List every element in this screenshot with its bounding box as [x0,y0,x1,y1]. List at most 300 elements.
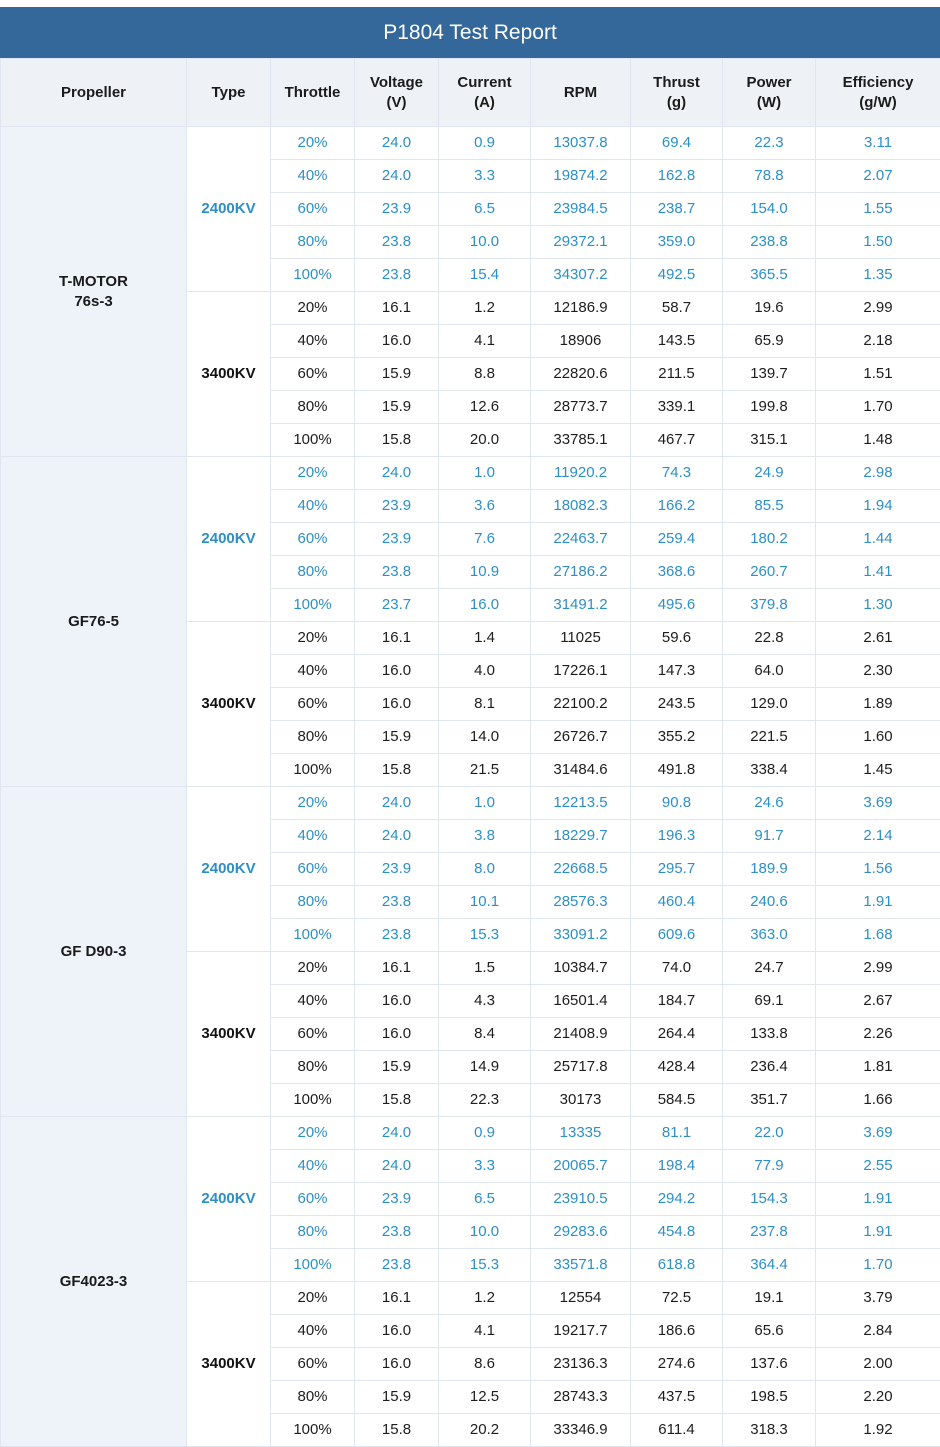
thrust-cell: 264.4 [631,1018,723,1051]
thrust-cell: 259.4 [631,523,723,556]
efficiency-cell: 2.55 [816,1150,940,1183]
motor-kv-type: 2400KV [187,1117,271,1282]
voltage-cell: 23.9 [355,523,439,556]
throttle-cell: 60% [271,523,355,556]
rpm-cell: 11025 [531,622,631,655]
power-cell: 24.7 [723,952,816,985]
voltage-cell: 16.1 [355,1282,439,1315]
rpm-cell: 16501.4 [531,985,631,1018]
power-cell: 236.4 [723,1051,816,1084]
current-cell: 6.5 [439,1183,531,1216]
throttle-cell: 20% [271,127,355,160]
current-cell: 1.0 [439,457,531,490]
efficiency-cell: 2.18 [816,325,940,358]
power-cell: 189.9 [723,853,816,886]
motor-kv-type: 3400KV [187,292,271,457]
propeller-name [1,1117,187,1447]
voltage-cell: 15.9 [355,1051,439,1084]
rpm-cell: 22463.7 [531,523,631,556]
efficiency-cell: 1.45 [816,754,940,787]
power-cell: 137.6 [723,1348,816,1381]
throttle-cell: 80% [271,226,355,259]
current-cell: 14.0 [439,721,531,754]
throttle-cell: 80% [271,1216,355,1249]
propeller-name [1,127,187,457]
power-cell: 237.8 [723,1216,816,1249]
rpm-cell: 33346.9 [531,1414,631,1447]
voltage-cell: 23.8 [355,1249,439,1282]
thrust-cell: 355.2 [631,721,723,754]
efficiency-cell: 1.41 [816,556,940,589]
current-cell: 20.0 [439,424,531,457]
efficiency-cell: 1.44 [816,523,940,556]
report-title: P1804 Test Report [0,7,940,58]
thrust-cell: 211.5 [631,358,723,391]
voltage-cell: 23.9 [355,1183,439,1216]
thrust-cell: 58.7 [631,292,723,325]
rpm-cell: 22100.2 [531,688,631,721]
thrust-cell: 184.7 [631,985,723,1018]
rpm-cell: 22668.5 [531,853,631,886]
power-cell: 180.2 [723,523,816,556]
rpm-cell: 12213.5 [531,787,631,820]
power-cell: 365.5 [723,259,816,292]
current-cell: 21.5 [439,754,531,787]
voltage-cell: 15.8 [355,1084,439,1117]
throttle-cell: 40% [271,325,355,358]
rpm-cell: 31491.2 [531,589,631,622]
rpm-cell: 33091.2 [531,919,631,952]
voltage-cell: 15.9 [355,721,439,754]
rpm-cell: 29372.1 [531,226,631,259]
throttle-cell: 80% [271,1381,355,1414]
rpm-cell: 20065.7 [531,1150,631,1183]
current-cell: 1.4 [439,622,531,655]
efficiency-cell: 2.00 [816,1348,940,1381]
current-cell: 4.0 [439,655,531,688]
current-cell: 15.3 [439,1249,531,1282]
throttle-cell: 20% [271,1117,355,1150]
current-cell: 1.5 [439,952,531,985]
rpm-cell: 33571.8 [531,1249,631,1282]
power-cell: 338.4 [723,754,816,787]
throttle-cell: 80% [271,391,355,424]
rpm-cell: 18229.7 [531,820,631,853]
rpm-cell: 22820.6 [531,358,631,391]
thrust-cell: 495.6 [631,589,723,622]
power-cell: 133.8 [723,1018,816,1051]
rpm-cell: 28576.3 [531,886,631,919]
power-cell: 22.3 [723,127,816,160]
current-cell: 7.6 [439,523,531,556]
efficiency-cell: 1.94 [816,490,940,523]
motor-kv-type: 3400KV [187,622,271,787]
efficiency-cell: 2.99 [816,952,940,985]
throttle-cell: 100% [271,589,355,622]
current-cell: 22.3 [439,1084,531,1117]
voltage-cell: 16.1 [355,622,439,655]
thrust-cell: 198.4 [631,1150,723,1183]
efficiency-cell: 2.14 [816,820,940,853]
rpm-cell: 10384.7 [531,952,631,985]
throttle-cell: 60% [271,1183,355,1216]
thrust-cell: 454.8 [631,1216,723,1249]
rpm-cell: 28743.3 [531,1381,631,1414]
rpm-cell: 19874.2 [531,160,631,193]
motor-kv-type: 2400KV [187,787,271,952]
thrust-cell: 368.6 [631,556,723,589]
efficiency-cell: 2.99 [816,292,940,325]
col-header-current: Current (A) [439,59,531,127]
efficiency-cell: 2.67 [816,985,940,1018]
rpm-cell: 21408.9 [531,1018,631,1051]
voltage-cell: 16.0 [355,1018,439,1051]
thrust-cell: 186.6 [631,1315,723,1348]
rpm-cell: 23984.5 [531,193,631,226]
throttle-cell: 100% [271,919,355,952]
thrust-cell: 90.8 [631,787,723,820]
col-header-power: Power (W) [723,59,816,127]
voltage-cell: 16.0 [355,688,439,721]
throttle-cell: 60% [271,1018,355,1051]
thrust-cell: 339.1 [631,391,723,424]
rpm-cell: 25717.8 [531,1051,631,1084]
efficiency-cell: 3.69 [816,1117,940,1150]
rpm-cell: 26726.7 [531,721,631,754]
rpm-cell: 34307.2 [531,259,631,292]
voltage-cell: 15.9 [355,1381,439,1414]
throttle-cell: 40% [271,1315,355,1348]
thrust-cell: 81.1 [631,1117,723,1150]
thrust-cell: 74.3 [631,457,723,490]
rpm-cell: 28773.7 [531,391,631,424]
power-cell: 69.1 [723,985,816,1018]
current-cell: 3.6 [439,490,531,523]
rpm-cell: 13037.8 [531,127,631,160]
throttle-cell: 40% [271,985,355,1018]
voltage-cell: 16.0 [355,1348,439,1381]
power-cell: 351.7 [723,1084,816,1117]
throttle-cell: 40% [271,160,355,193]
voltage-cell: 15.9 [355,391,439,424]
thrust-cell: 609.6 [631,919,723,952]
thrust-cell: 491.8 [631,754,723,787]
throttle-cell: 40% [271,655,355,688]
test-report-table [0,58,940,1447]
power-cell: 65.9 [723,325,816,358]
rpm-cell: 33785.1 [531,424,631,457]
power-cell: 19.6 [723,292,816,325]
power-cell: 85.5 [723,490,816,523]
current-cell: 20.2 [439,1414,531,1447]
efficiency-cell: 1.35 [816,259,940,292]
propeller-name-text: GF4023-3 [60,1273,128,1290]
power-cell: 238.8 [723,226,816,259]
propeller-name [1,787,187,1117]
current-cell: 3.3 [439,160,531,193]
efficiency-cell: 2.84 [816,1315,940,1348]
rpm-cell: 23136.3 [531,1348,631,1381]
rpm-cell: 27186.2 [531,556,631,589]
col-header-throttle: Throttle [271,59,355,127]
voltage-cell: 23.8 [355,919,439,952]
table-row [1,787,940,820]
efficiency-cell: 2.26 [816,1018,940,1051]
current-cell: 15.3 [439,919,531,952]
current-cell: 6.5 [439,193,531,226]
power-cell: 129.0 [723,688,816,721]
current-cell: 1.2 [439,1282,531,1315]
current-cell: 0.9 [439,1117,531,1150]
throttle-cell: 100% [271,1084,355,1117]
current-cell: 1.0 [439,787,531,820]
efficiency-cell: 2.98 [816,457,940,490]
current-cell: 8.1 [439,688,531,721]
thrust-cell: 492.5 [631,259,723,292]
rpm-cell: 31484.6 [531,754,631,787]
efficiency-cell: 1.55 [816,193,940,226]
current-cell: 10.0 [439,226,531,259]
thrust-cell: 59.6 [631,622,723,655]
report-body [1,127,940,1447]
voltage-cell: 15.8 [355,1414,439,1447]
rpm-cell: 29283.6 [531,1216,631,1249]
rpm-cell: 11920.2 [531,457,631,490]
thrust-cell: 166.2 [631,490,723,523]
rpm-cell: 30173 [531,1084,631,1117]
power-cell: 22.8 [723,622,816,655]
throttle-cell: 20% [271,457,355,490]
thrust-cell: 584.5 [631,1084,723,1117]
thrust-cell: 72.5 [631,1282,723,1315]
throttle-cell: 60% [271,853,355,886]
throttle-cell: 20% [271,787,355,820]
efficiency-cell: 1.70 [816,1249,940,1282]
voltage-cell: 23.8 [355,1216,439,1249]
throttle-cell: 40% [271,490,355,523]
voltage-cell: 16.0 [355,325,439,358]
throttle-cell: 100% [271,1414,355,1447]
power-cell: 221.5 [723,721,816,754]
throttle-cell: 100% [271,754,355,787]
rpm-cell: 13335 [531,1117,631,1150]
rpm-cell: 23910.5 [531,1183,631,1216]
efficiency-cell: 1.68 [816,919,940,952]
voltage-cell: 23.7 [355,589,439,622]
table-row [1,457,940,490]
power-cell: 318.3 [723,1414,816,1447]
throttle-cell: 100% [271,424,355,457]
current-cell: 14.9 [439,1051,531,1084]
thrust-cell: 162.8 [631,160,723,193]
power-cell: 154.3 [723,1183,816,1216]
voltage-cell: 24.0 [355,127,439,160]
voltage-cell: 16.1 [355,292,439,325]
throttle-cell: 80% [271,886,355,919]
thrust-cell: 196.3 [631,820,723,853]
motor-kv-type: 3400KV [187,952,271,1117]
thrust-cell: 460.4 [631,886,723,919]
voltage-cell: 15.9 [355,358,439,391]
voltage-cell: 16.0 [355,985,439,1018]
throttle-cell: 60% [271,193,355,226]
efficiency-cell: 1.48 [816,424,940,457]
efficiency-cell: 1.81 [816,1051,940,1084]
thrust-cell: 243.5 [631,688,723,721]
thrust-cell: 618.8 [631,1249,723,1282]
throttle-cell: 20% [271,952,355,985]
efficiency-cell: 1.91 [816,1183,940,1216]
power-cell: 64.0 [723,655,816,688]
table-row [1,127,940,160]
power-cell: 139.7 [723,358,816,391]
current-cell: 3.8 [439,820,531,853]
col-header-efficiency: Efficiency (g/W) [816,59,940,127]
power-cell: 19.1 [723,1282,816,1315]
power-cell: 77.9 [723,1150,816,1183]
throttle-cell: 40% [271,1150,355,1183]
throttle-cell: 20% [271,1282,355,1315]
throttle-cell: 20% [271,292,355,325]
thrust-cell: 437.5 [631,1381,723,1414]
voltage-cell: 24.0 [355,1117,439,1150]
propeller-name [1,457,187,787]
power-cell: 379.8 [723,589,816,622]
power-cell: 315.1 [723,424,816,457]
rpm-cell: 18082.3 [531,490,631,523]
header-row [1,59,940,127]
efficiency-cell: 1.91 [816,1216,940,1249]
thrust-cell: 294.2 [631,1183,723,1216]
voltage-cell: 23.8 [355,226,439,259]
efficiency-cell: 1.50 [816,226,940,259]
voltage-cell: 23.8 [355,886,439,919]
power-cell: 91.7 [723,820,816,853]
voltage-cell: 16.0 [355,1315,439,1348]
voltage-cell: 24.0 [355,457,439,490]
thrust-cell: 359.0 [631,226,723,259]
thrust-cell: 428.4 [631,1051,723,1084]
power-cell: 260.7 [723,556,816,589]
voltage-cell: 24.0 [355,1150,439,1183]
throttle-cell: 100% [271,259,355,292]
voltage-cell: 23.9 [355,490,439,523]
rpm-cell: 12554 [531,1282,631,1315]
efficiency-cell: 1.91 [816,886,940,919]
throttle-cell: 60% [271,358,355,391]
motor-kv-type: 2400KV [187,457,271,622]
current-cell: 8.4 [439,1018,531,1051]
top-strip [0,0,940,7]
thrust-cell: 143.5 [631,325,723,358]
current-cell: 10.9 [439,556,531,589]
throttle-cell: 60% [271,688,355,721]
power-cell: 364.4 [723,1249,816,1282]
efficiency-cell: 2.20 [816,1381,940,1414]
propeller-name-text: GF D90-3 [61,943,127,960]
throttle-cell: 80% [271,1051,355,1084]
efficiency-cell: 1.89 [816,688,940,721]
thrust-cell: 74.0 [631,952,723,985]
efficiency-cell: 3.69 [816,787,940,820]
col-header-rpm: RPM [531,59,631,127]
propeller-name-text: GF76-5 [68,613,119,630]
throttle-cell: 80% [271,556,355,589]
motor-kv-type: 3400KV [187,1282,271,1447]
thrust-cell: 147.3 [631,655,723,688]
power-cell: 24.9 [723,457,816,490]
throttle-cell: 40% [271,820,355,853]
col-header-thrust: Thrust (g) [631,59,723,127]
thrust-cell: 69.4 [631,127,723,160]
voltage-cell: 16.1 [355,952,439,985]
efficiency-cell: 1.92 [816,1414,940,1447]
voltage-cell: 15.8 [355,424,439,457]
power-cell: 24.6 [723,787,816,820]
current-cell: 8.6 [439,1348,531,1381]
motor-kv-type: 2400KV [187,127,271,292]
power-cell: 199.8 [723,391,816,424]
voltage-cell: 15.8 [355,754,439,787]
col-header-type: Type [187,59,271,127]
efficiency-cell: 2.30 [816,655,940,688]
current-cell: 8.8 [439,358,531,391]
voltage-cell: 23.9 [355,193,439,226]
thrust-cell: 274.6 [631,1348,723,1381]
rpm-cell: 17226.1 [531,655,631,688]
propeller-name-text: T-MOTOR 76s-3 [59,273,128,310]
current-cell: 0.9 [439,127,531,160]
thrust-cell: 467.7 [631,424,723,457]
power-cell: 78.8 [723,160,816,193]
efficiency-cell: 2.07 [816,160,940,193]
current-cell: 12.5 [439,1381,531,1414]
voltage-cell: 23.8 [355,556,439,589]
efficiency-cell: 1.70 [816,391,940,424]
throttle-cell: 60% [271,1348,355,1381]
throttle-cell: 100% [271,1249,355,1282]
thrust-cell: 295.7 [631,853,723,886]
voltage-cell: 24.0 [355,820,439,853]
voltage-cell: 24.0 [355,787,439,820]
col-header-voltage: Voltage (V) [355,59,439,127]
efficiency-cell: 3.11 [816,127,940,160]
power-cell: 240.6 [723,886,816,919]
power-cell: 154.0 [723,193,816,226]
rpm-cell: 12186.9 [531,292,631,325]
current-cell: 16.0 [439,589,531,622]
current-cell: 15.4 [439,259,531,292]
current-cell: 10.0 [439,1216,531,1249]
rpm-cell: 18906 [531,325,631,358]
power-cell: 22.0 [723,1117,816,1150]
thrust-cell: 611.4 [631,1414,723,1447]
current-cell: 4.3 [439,985,531,1018]
thrust-cell: 238.7 [631,193,723,226]
current-cell: 4.1 [439,1315,531,1348]
efficiency-cell: 1.60 [816,721,940,754]
power-cell: 65.6 [723,1315,816,1348]
col-header-propeller: Propeller [1,59,187,127]
efficiency-cell: 1.30 [816,589,940,622]
throttle-cell: 20% [271,622,355,655]
voltage-cell: 23.8 [355,259,439,292]
throttle-cell: 80% [271,721,355,754]
efficiency-cell: 2.61 [816,622,940,655]
voltage-cell: 16.0 [355,655,439,688]
efficiency-cell: 1.66 [816,1084,940,1117]
power-cell: 363.0 [723,919,816,952]
